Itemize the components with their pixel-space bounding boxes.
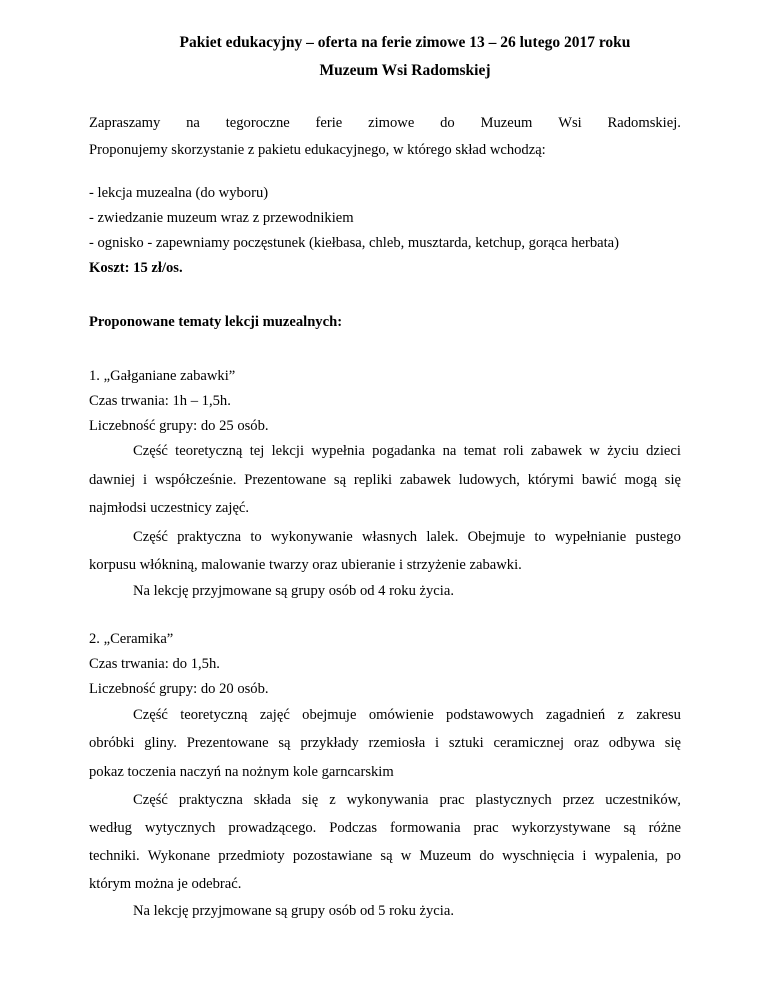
lesson-2-title: 2. „Ceramika” [89,631,174,647]
topics-heading: Proponowane tematy lekcji muzealnych: [89,314,343,330]
lesson-1-group-size: Liczebność grupy: do 25 osób. [89,418,269,434]
lesson-1-age: Na lekcję przyjmowane są grupy osób od 4 roku życia. [133,583,454,599]
lesson-1-title: 1. „Gałganiane zabawki” [89,368,236,384]
lesson-2-group-size: Liczebność grupy: do 20 osób. [89,681,269,697]
lesson-1-practice-line: Część praktyczna to wykonywanie własnych lalek. Obejmuje to wypełnianie pustego [133,529,681,545]
lesson-1-duration: Czas trwania: 1h – 1,5h. [89,393,231,409]
lesson-2-theory-line: Część teoretyczną zajęć obejmuje omówienie podstawowych zagadnień z zakresu [133,707,681,723]
lesson-1-theory-line: Część teoretyczną tej lekcji wypełnia pogadanka na temat roli zabawek w życiu dzieci [133,443,681,459]
lesson-2-duration: Czas trwania: do 1,5h. [89,656,220,672]
package-item: - lekcja muzealna (do wyboru) [89,185,269,201]
cost-line: Koszt: 15 zł/os. [89,260,183,276]
lesson-2-practice-line: którym można je odebrać. [89,876,242,892]
package-item: - zwiedzanie muzeum wraz z przewodnikiem [89,210,354,226]
lesson-1-theory-line: najmłodsi uczestnicy zajęć. [89,500,250,516]
document-title: Pakiet edukacyjny – oferta na ferie zimowe 13 – 26 lutego 2017 roku [179,34,631,51]
lesson-2-practice-line: techniki. Wykonane przedmioty pozostawiane są w Muzeum do wyschnięcia i wypalenia, po [89,848,681,864]
lesson-1-practice-line: korpusu włókniną, malowanie twarzy oraz ubieranie i strzyżenie zabawki. [89,557,522,573]
lesson-2-practice-line: Część praktyczna składa się z wykonywania prac plastycznych przez uczestników, [133,792,681,808]
document-subtitle: Muzeum Wsi Radomskiej [319,62,491,79]
lesson-2-age: Na lekcję przyjmowane są grupy osób od 5 roku życia. [133,903,454,919]
lesson-2-theory-line: obróbki gliny. Prezentowane są przykłady rzemiosła i sztuki ceramicznej oraz odbywa się [89,735,681,751]
lesson-2-practice-line: według wytycznych prowadzącego. Podczas formowania prac wykorzystywane są różne [89,820,681,836]
intro-line-1: Zapraszamy na tegoroczne ferie zimowe do Muzeum Wsi Radomskiej. [89,115,681,131]
lesson-2-theory-line: pokaz toczenia naczyń na nożnym kole garncarskim [89,764,394,780]
package-item: - ognisko - zapewniamy poczęstunek (kiełbasa, chleb, musztarda, ketchup, gorąca herbata) [89,235,620,251]
intro-line-2: Proponujemy skorzystanie z pakietu edukacyjnego, w którego skład wchodzą: [89,142,546,158]
lesson-1-theory-line: dawniej i współcześnie. Prezentowane są repliki zabawek ludowych, którymi bawić mogą się [89,472,681,488]
